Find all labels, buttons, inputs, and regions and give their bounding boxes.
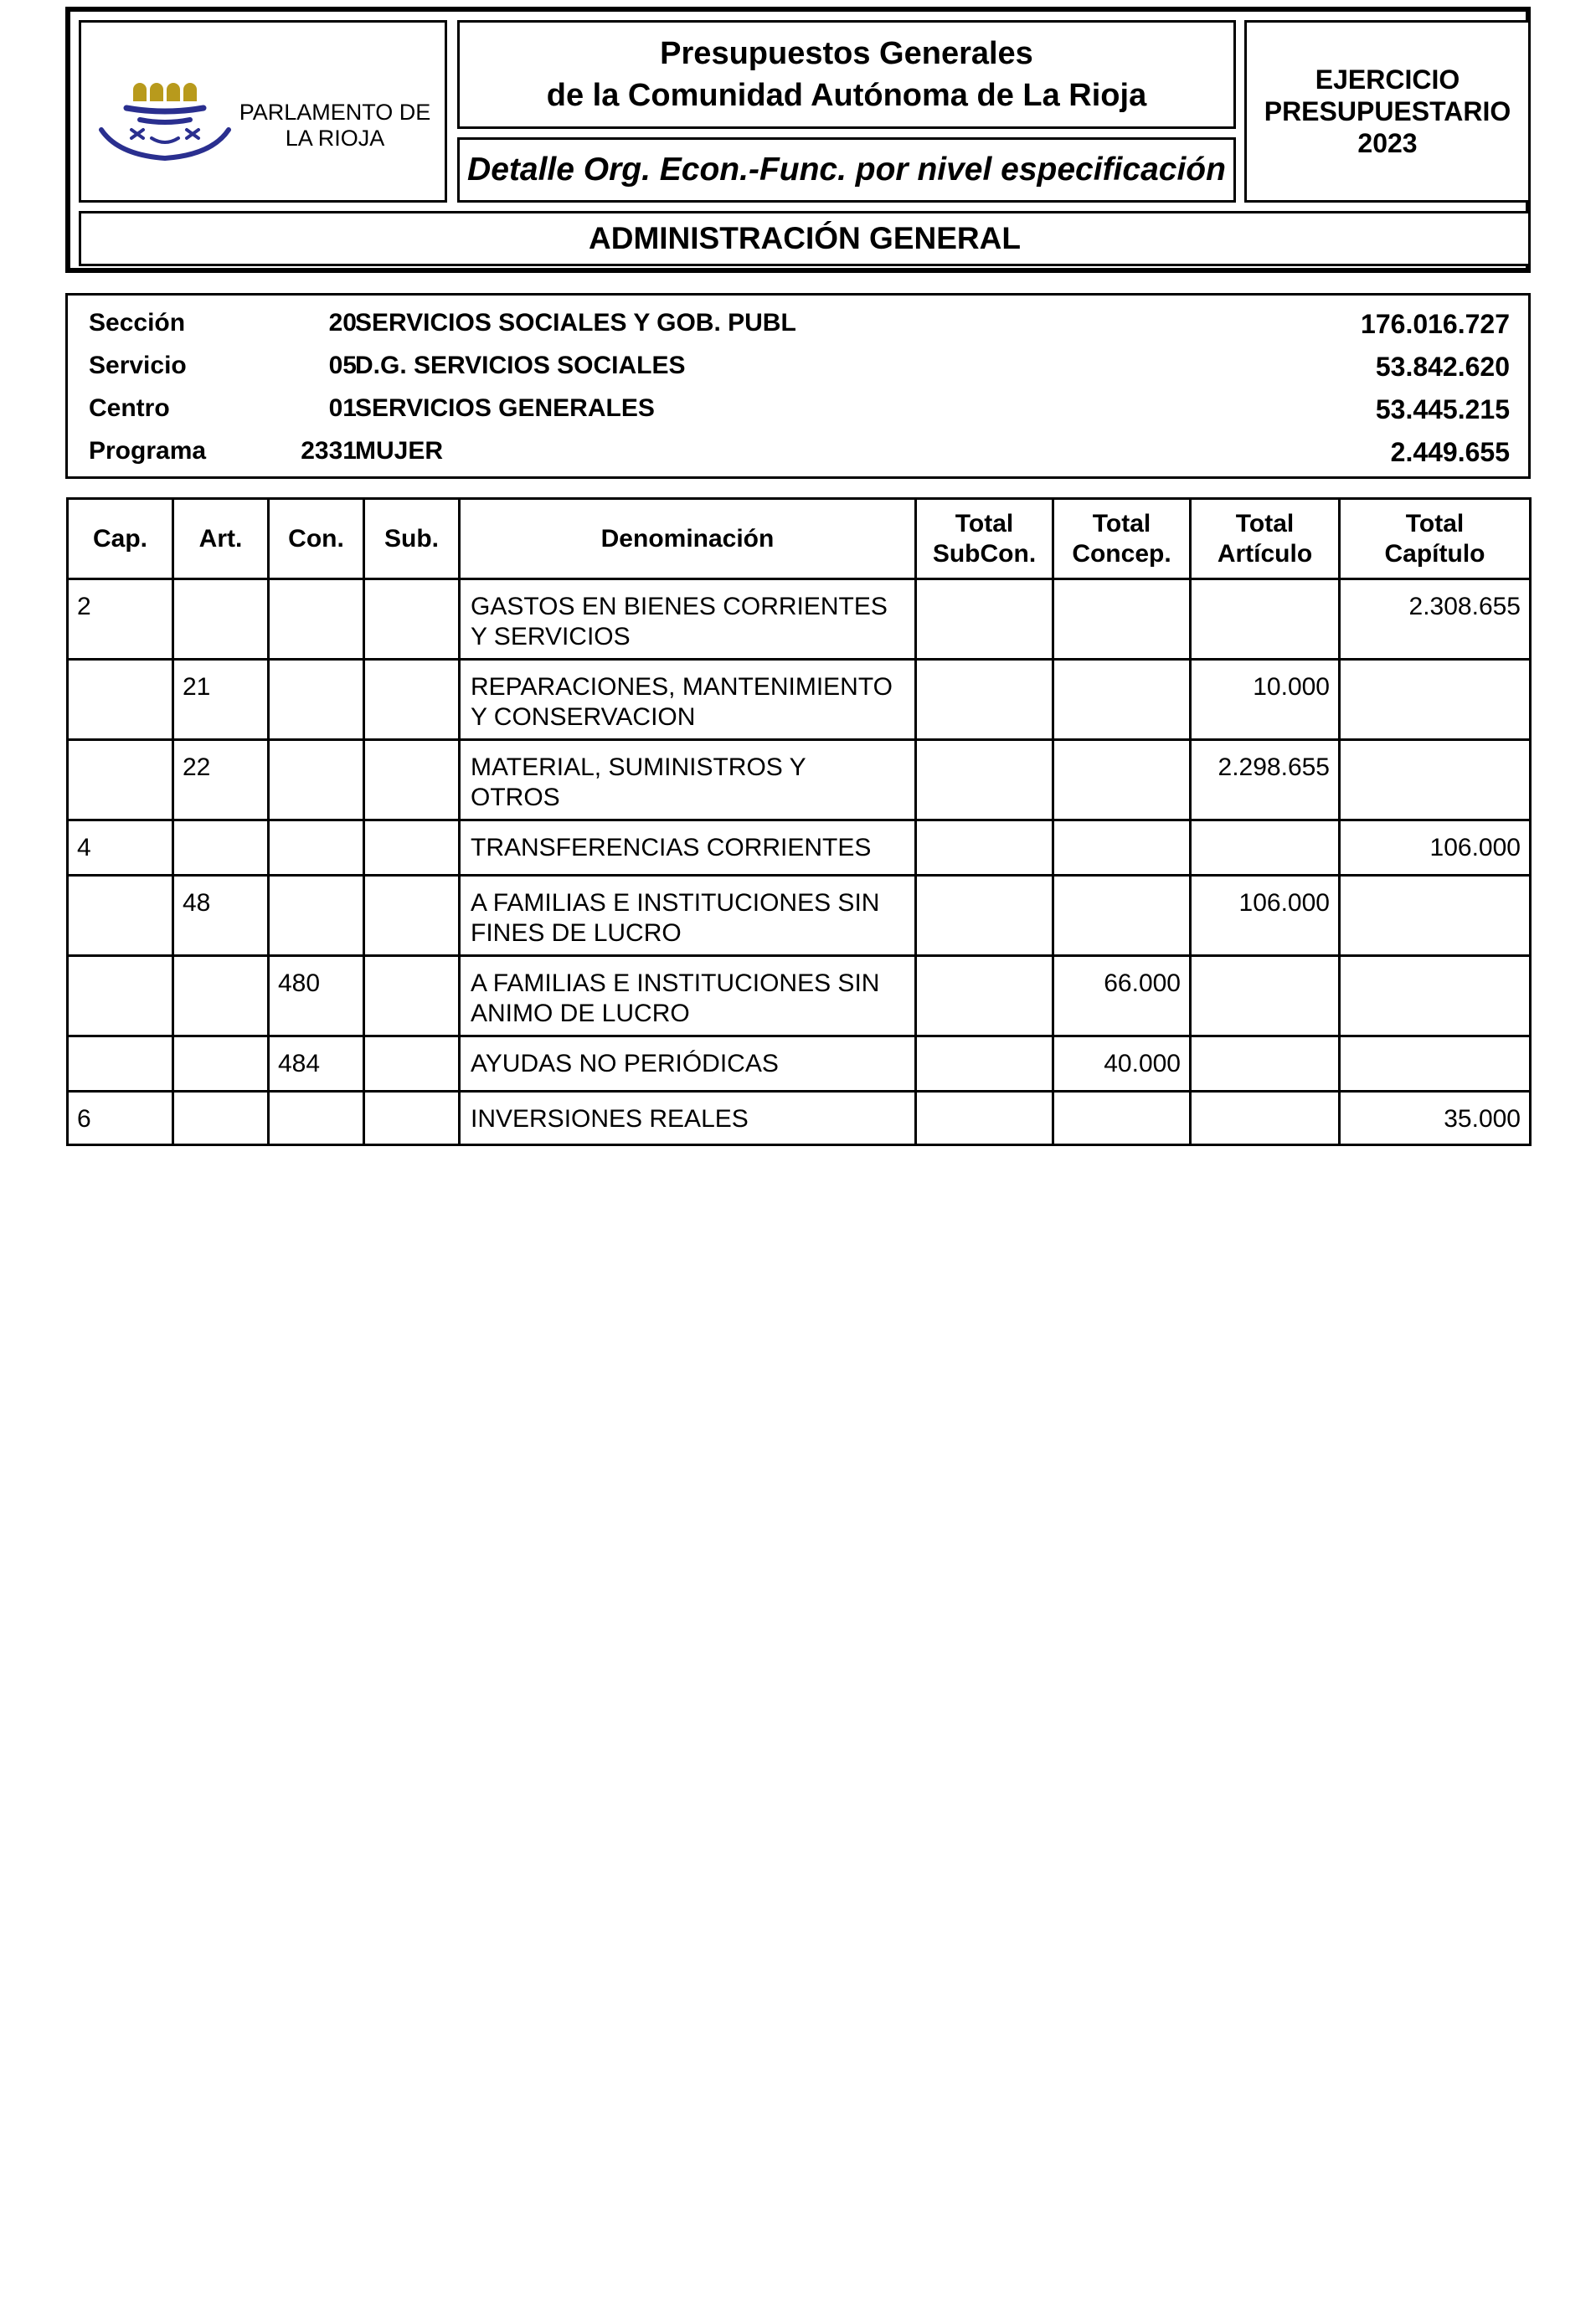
cell-total-subcon — [916, 660, 1053, 740]
den-line: REPARACIONES, MANTENIMIENTO — [471, 673, 893, 701]
col-header-denominacion: Denominación — [460, 499, 916, 579]
info-name: SERVICIOS SOCIALES Y GOB. PUBL — [355, 309, 796, 337]
col-header-con: Con. — [269, 499, 364, 579]
cell-total-subcon — [916, 740, 1053, 820]
cell-con: 484 — [269, 1036, 364, 1092]
cell-sub — [364, 579, 460, 660]
table-header-row — [68, 499, 1531, 579]
info-code: 20 — [328, 309, 357, 337]
header-line: Total — [1405, 509, 1465, 537]
cell-art — [173, 579, 269, 660]
cell-cap — [68, 660, 173, 740]
info-amount: 53.445.215 — [1375, 394, 1510, 424]
parliament-name — [230, 100, 440, 152]
cell-total-articulo — [1191, 820, 1340, 876]
info-label: Centro — [89, 394, 170, 422]
cell-con — [269, 660, 364, 740]
cell-total-articulo — [1191, 579, 1340, 660]
logo-text-line2: LA RIOJA — [285, 126, 385, 151]
header-line: Artículo — [1217, 539, 1313, 568]
administration-title: ADMINISTRACIÓN GENERAL — [79, 211, 1531, 266]
cell-cap — [68, 740, 173, 820]
info-code: 05 — [328, 352, 357, 379]
cell-denominacion — [460, 876, 916, 956]
cell-cap — [68, 1036, 173, 1092]
cell-total-subcon — [916, 1036, 1053, 1092]
info-row-centro — [68, 386, 1528, 428]
den-line: GASTOS EN BIENES CORRIENTES — [471, 593, 888, 620]
den-line: TRANSFERENCIAS CORRIENTES — [471, 834, 872, 861]
info-label: Programa — [89, 437, 207, 465]
title-line2: de la Comunidad Autónoma de La Rioja — [546, 78, 1147, 113]
cell-total-capitulo — [1340, 1036, 1531, 1092]
cell-con — [269, 876, 364, 956]
col-header-total-concep — [1053, 499, 1191, 579]
col-header-cap: Cap. — [68, 499, 173, 579]
info-name: SERVICIOS GENERALES — [355, 394, 655, 422]
cell-total-concep — [1053, 660, 1191, 740]
cell-con — [269, 820, 364, 876]
header-line: Capítulo — [1384, 539, 1485, 568]
col-header-art: Art. — [173, 499, 269, 579]
year-line2: PRESUPUESTARIO — [1264, 96, 1511, 126]
cell-con — [269, 1092, 364, 1145]
info-row-programa — [68, 429, 1528, 470]
cell-cap — [68, 876, 173, 956]
cell-total-capitulo — [1340, 660, 1531, 740]
classification-block — [65, 293, 1531, 479]
info-code: 01 — [328, 394, 357, 422]
cell-total-capitulo — [1340, 740, 1531, 820]
cell-total-articulo — [1191, 1092, 1340, 1145]
cell-total-articulo: 10.000 — [1191, 660, 1340, 740]
header-line: SubCon. — [932, 539, 1037, 568]
cell-con — [269, 579, 364, 660]
cell-cap: 4 — [68, 820, 173, 876]
cell-sub — [364, 876, 460, 956]
cell-denominacion — [460, 1036, 916, 1092]
info-amount: 53.842.620 — [1375, 352, 1510, 382]
table-row — [68, 820, 1531, 876]
cell-art — [173, 1092, 269, 1145]
cell-sub — [364, 1036, 460, 1092]
den-line: A FAMILIAS E INSTITUCIONES SIN — [471, 889, 880, 917]
header-line: Total — [1235, 509, 1295, 537]
col-header-total-articulo — [1191, 499, 1340, 579]
info-row-servicio — [68, 343, 1528, 385]
table-row — [68, 660, 1531, 740]
cell-total-articulo — [1191, 1036, 1340, 1092]
table-row — [68, 876, 1531, 956]
year-line1: EJERCICIO — [1315, 64, 1460, 95]
header-line: Total — [1092, 509, 1151, 537]
cell-total-subcon — [916, 579, 1053, 660]
cell-sub — [364, 660, 460, 740]
cell-total-capitulo — [1340, 876, 1531, 956]
cell-cap: 6 — [68, 1092, 173, 1145]
cell-sub — [364, 820, 460, 876]
cell-total-capitulo — [1340, 956, 1531, 1036]
cell-total-subcon — [916, 820, 1053, 876]
cell-total-articulo: 2.298.655 — [1191, 740, 1340, 820]
cell-total-concep: 40.000 — [1053, 1036, 1191, 1092]
logo-text-line1: PARLAMENTO DE — [239, 100, 431, 125]
den-line: INVERSIONES REALES — [471, 1105, 749, 1133]
cell-total-articulo — [1191, 956, 1340, 1036]
parliament-logo-icon — [93, 71, 235, 172]
cell-total-concep: 66.000 — [1053, 956, 1191, 1036]
den-line: FINES DE LUCRO — [471, 919, 682, 947]
cell-cap — [68, 956, 173, 1036]
budget-table — [66, 497, 1532, 1146]
den-line: MATERIAL, SUMINISTROS Y — [471, 753, 806, 781]
cell-total-subcon — [916, 1092, 1053, 1145]
cell-total-concep — [1053, 1092, 1191, 1145]
col-header-total-capitulo — [1340, 499, 1531, 579]
info-label: Sección — [89, 309, 186, 337]
cell-total-concep — [1053, 876, 1191, 956]
year-line3: 2023 — [1357, 128, 1418, 158]
cell-denominacion — [460, 1092, 916, 1145]
den-line: OTROS — [471, 784, 560, 811]
cell-con: 480 — [269, 956, 364, 1036]
info-name: D.G. SERVICIOS SOCIALES — [355, 352, 686, 379]
cell-cap: 2 — [68, 579, 173, 660]
den-line: AYUDAS NO PERIÓDICAS — [471, 1050, 779, 1077]
document-header — [65, 7, 1531, 273]
cell-art: 21 — [173, 660, 269, 740]
table-row — [68, 740, 1531, 820]
info-row-seccion — [68, 301, 1528, 342]
document-subtitle: Detalle Org. Econ.-Func. por nivel especificación — [457, 137, 1236, 203]
info-amount: 2.449.655 — [1390, 437, 1510, 467]
cell-denominacion — [460, 740, 916, 820]
info-amount: 176.016.727 — [1361, 309, 1510, 339]
cell-con — [269, 740, 364, 820]
cell-total-capitulo: 35.000 — [1340, 1092, 1531, 1145]
cell-art — [173, 956, 269, 1036]
info-name: MUJER — [355, 437, 444, 465]
cell-denominacion — [460, 820, 916, 876]
den-line: ANIMO DE LUCRO — [471, 1000, 690, 1027]
table-row — [68, 1092, 1531, 1145]
cell-total-concep — [1053, 740, 1191, 820]
den-line: Y CONSERVACION — [471, 703, 696, 731]
title-line1: Presupuestos Generales — [660, 36, 1033, 71]
cell-total-concep — [1053, 579, 1191, 660]
cell-total-capitulo: 2.308.655 — [1340, 579, 1531, 660]
cell-art: 48 — [173, 876, 269, 956]
table-row — [68, 956, 1531, 1036]
header-line: Total — [955, 509, 1014, 537]
cell-total-concep — [1053, 820, 1191, 876]
den-line: A FAMILIAS E INSTITUCIONES SIN — [471, 969, 880, 997]
table-row — [68, 1036, 1531, 1092]
table-row — [68, 579, 1531, 660]
cell-art — [173, 820, 269, 876]
fiscal-year-panel — [1244, 20, 1531, 203]
header-line: Concep. — [1072, 539, 1171, 568]
cell-art — [173, 1036, 269, 1092]
col-header-sub: Sub. — [364, 499, 460, 579]
document-title — [457, 20, 1236, 129]
cell-total-articulo: 106.000 — [1191, 876, 1340, 956]
cell-denominacion — [460, 660, 916, 740]
cell-total-subcon — [916, 876, 1053, 956]
col-header-total-subcon — [916, 499, 1053, 579]
cell-denominacion — [460, 579, 916, 660]
cell-art: 22 — [173, 740, 269, 820]
info-code: 2331 — [301, 437, 357, 465]
cell-total-capitulo: 106.000 — [1340, 820, 1531, 876]
cell-denominacion — [460, 956, 916, 1036]
den-line: Y SERVICIOS — [471, 623, 631, 650]
logo-panel — [79, 20, 447, 203]
cell-sub — [364, 956, 460, 1036]
cell-total-subcon — [916, 956, 1053, 1036]
info-label: Servicio — [89, 352, 187, 379]
cell-sub — [364, 740, 460, 820]
cell-sub — [364, 1092, 460, 1145]
